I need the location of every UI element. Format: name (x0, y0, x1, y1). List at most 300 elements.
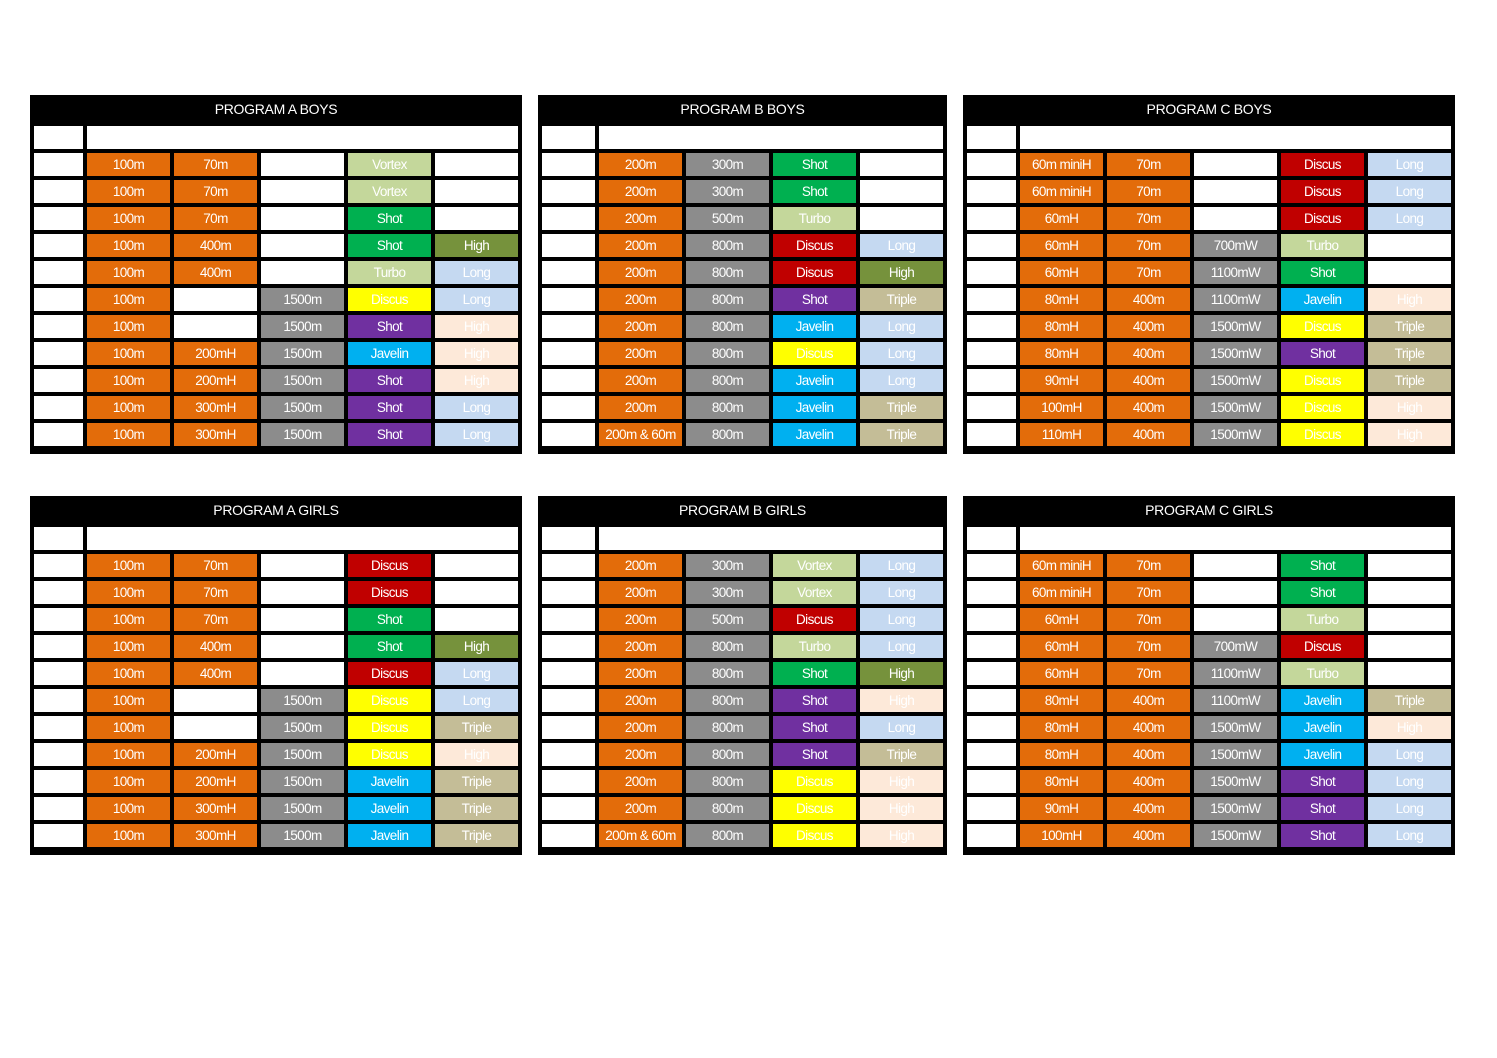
table-row (34, 342, 518, 365)
age-cell: U17-18 (542, 824, 595, 847)
event-cell: Triple (435, 770, 518, 793)
event-cell: 800m (686, 635, 769, 658)
table-row (542, 662, 943, 685)
event-cell (261, 180, 344, 203)
schedule-table (963, 122, 1455, 450)
age-cell: U11 (34, 662, 83, 685)
event-cell: Shot (1281, 770, 1364, 793)
event-cell: 400m (1107, 797, 1190, 820)
table-row (34, 608, 518, 631)
event-cell: Shot (348, 315, 431, 338)
age-cell: U9 (967, 608, 1016, 631)
event-cell: 100m (87, 797, 170, 820)
event-cell: Triple (1368, 315, 1451, 338)
event-cell: Triple (860, 423, 943, 446)
event-cell: 100m (87, 554, 170, 577)
event-cell: 400m (174, 261, 257, 284)
table-row (967, 581, 1451, 604)
event-cell: 400m (1107, 824, 1190, 847)
event-cell (174, 288, 257, 311)
event-cell: 800m (686, 824, 769, 847)
table-row (542, 743, 943, 766)
event-cell: 400m (1107, 369, 1190, 392)
event-cell: Shot (348, 423, 431, 446)
event-cell: 500m (686, 207, 769, 230)
event-cell: Long (860, 369, 943, 392)
age-cell: U16 (34, 396, 83, 419)
table-row (34, 153, 518, 176)
table-row (967, 315, 1451, 338)
event-cell: 800m (686, 689, 769, 712)
event-cell (860, 207, 943, 230)
event-cell: Discus (1281, 396, 1364, 419)
event-cell (1368, 261, 1451, 284)
event-cell: Vortex (348, 180, 431, 203)
event-cell (1194, 153, 1277, 176)
age-cell: U17-18 (967, 423, 1016, 446)
events-header: EVENTS (599, 126, 943, 149)
age-cell: U7 (542, 153, 595, 176)
event-cell: Long (860, 554, 943, 577)
schedule-table (963, 523, 1455, 851)
event-cell: 800m (686, 288, 769, 311)
table-row (542, 554, 943, 577)
event-cell: Shot (1281, 824, 1364, 847)
event-cell: 70m (1107, 662, 1190, 685)
event-cell: 80mH (1020, 315, 1103, 338)
event-cell: 400m (1107, 396, 1190, 419)
event-cell: Discus (348, 288, 431, 311)
event-cell: Vortex (773, 581, 856, 604)
table-row (542, 369, 943, 392)
event-cell: 1500mW (1194, 369, 1277, 392)
event-cell: Long (860, 315, 943, 338)
event-cell: Discus (773, 261, 856, 284)
program-title: PROGRAM C BOYS (1146, 101, 1272, 117)
age-cell: U14 (34, 342, 83, 365)
age-cell: U11 (542, 261, 595, 284)
event-cell: 300mH (174, 396, 257, 419)
event-cell (1194, 554, 1277, 577)
age-cell: U13 (34, 315, 83, 338)
event-cell: 1500m (261, 315, 344, 338)
event-cell: 100m (87, 743, 170, 766)
event-cell: Javelin (773, 423, 856, 446)
event-cell: 200m & 60m (599, 423, 682, 446)
event-cell: 1500m (261, 797, 344, 820)
event-cell: Discus (773, 342, 856, 365)
event-cell: 100m (87, 635, 170, 658)
event-cell: 200m (599, 662, 682, 685)
event-cell: 800m (686, 716, 769, 739)
event-cell: 1500m (261, 743, 344, 766)
age-cell: U10 (34, 635, 83, 658)
event-cell: 200m (599, 554, 682, 577)
table-row (34, 770, 518, 793)
event-cell: 300m (686, 554, 769, 577)
event-cell: Javelin (348, 342, 431, 365)
event-cell: Discus (348, 554, 431, 577)
event-cell: High (435, 635, 518, 658)
table-row (34, 180, 518, 203)
header-row (34, 126, 518, 149)
table-row (34, 207, 518, 230)
event-cell: Discus (773, 608, 856, 631)
table-row (34, 743, 518, 766)
event-cell: 1500mW (1194, 716, 1277, 739)
event-cell: 400m (1107, 716, 1190, 739)
age-cell: U13 (34, 716, 83, 739)
age-cell: U14 (542, 743, 595, 766)
table-row (542, 288, 943, 311)
table-row (34, 824, 518, 847)
event-cell: 60mH (1020, 662, 1103, 685)
event-cell (435, 608, 518, 631)
age-cell: U10 (542, 635, 595, 658)
table-row (967, 342, 1451, 365)
event-cell: Javelin (348, 797, 431, 820)
event-cell: 200m (599, 342, 682, 365)
age-cell: U9 (34, 207, 83, 230)
table-row (542, 797, 943, 820)
event-cell: 400m (1107, 423, 1190, 446)
event-cell: Shot (1281, 797, 1364, 820)
event-cell: Long (1368, 153, 1451, 176)
event-cell: Discus (348, 716, 431, 739)
event-cell: 70m (1107, 608, 1190, 631)
table-row (542, 234, 943, 257)
event-cell: Triple (435, 797, 518, 820)
event-cell: Triple (435, 824, 518, 847)
event-cell: 1500m (261, 770, 344, 793)
age-cell: U12 (967, 689, 1016, 712)
event-cell: Triple (1368, 369, 1451, 392)
event-cell: Discus (348, 743, 431, 766)
age-cell: U16 (967, 396, 1016, 419)
event-cell (1368, 662, 1451, 685)
table-row (967, 180, 1451, 203)
event-cell: 100m (87, 423, 170, 446)
event-cell: Long (435, 689, 518, 712)
event-cell: High (435, 743, 518, 766)
age-cell: U17-18 (967, 824, 1016, 847)
table-row (34, 234, 518, 257)
event-cell: 300m (686, 581, 769, 604)
age-header: AGE (967, 126, 1016, 149)
table-row (967, 770, 1451, 793)
event-cell: 200m (599, 797, 682, 820)
event-cell: 100m (87, 608, 170, 631)
event-cell: Shot (773, 288, 856, 311)
event-cell: Triple (1368, 342, 1451, 365)
event-cell: Shot (773, 743, 856, 766)
table-row (34, 689, 518, 712)
table-row (542, 689, 943, 712)
age-cell: U7 (967, 554, 1016, 577)
event-cell: 800m (686, 261, 769, 284)
event-cell: Shot (348, 608, 431, 631)
event-cell: High (860, 261, 943, 284)
age-cell: U9 (967, 207, 1016, 230)
event-cell: 100m (87, 396, 170, 419)
event-cell: 100m (87, 234, 170, 257)
age-cell: U14 (34, 743, 83, 766)
event-cell: 400m (174, 635, 257, 658)
event-cell: 80mH (1020, 288, 1103, 311)
event-cell: 400m (1107, 342, 1190, 365)
age-cell: U7 (967, 153, 1016, 176)
event-cell: Long (1368, 797, 1451, 820)
age-cell: U8 (34, 581, 83, 604)
event-cell: Triple (435, 716, 518, 739)
age-header: AGE (542, 527, 595, 550)
event-cell: Turbo (773, 207, 856, 230)
age-cell: U7 (34, 153, 83, 176)
event-cell: 100m (87, 716, 170, 739)
event-cell: 700mW (1194, 635, 1277, 658)
event-cell: 1500m (261, 369, 344, 392)
events-header: EVENTS (599, 527, 943, 550)
event-cell (435, 554, 518, 577)
event-cell: 800m (686, 369, 769, 392)
event-cell: 100m (87, 581, 170, 604)
event-cell: Turbo (1281, 608, 1364, 631)
event-cell: Long (435, 423, 518, 446)
event-cell (261, 554, 344, 577)
event-cell: 800m (686, 797, 769, 820)
table-row (967, 288, 1451, 311)
event-cell: Long (860, 716, 943, 739)
event-cell (1368, 608, 1451, 631)
header-row (542, 126, 943, 149)
event-cell: 200m (599, 581, 682, 604)
table-row (34, 581, 518, 604)
event-cell: 70m (174, 581, 257, 604)
event-cell: High (860, 770, 943, 793)
event-cell: High (435, 315, 518, 338)
event-cell: Javelin (1281, 743, 1364, 766)
table-row (34, 261, 518, 284)
age-cell: U9 (542, 207, 595, 230)
event-cell (1194, 207, 1277, 230)
event-cell: 70m (1107, 261, 1190, 284)
age-cell: U9 (542, 608, 595, 631)
event-cell: Discus (1281, 423, 1364, 446)
event-cell: 1500mW (1194, 396, 1277, 419)
event-cell: 800m (686, 423, 769, 446)
event-cell: 80mH (1020, 342, 1103, 365)
table-row (967, 261, 1451, 284)
event-cell: Discus (1281, 369, 1364, 392)
event-cell: 1500mW (1194, 315, 1277, 338)
event-cell: 70m (1107, 207, 1190, 230)
table-row (542, 342, 943, 365)
event-cell (261, 662, 344, 685)
events-header: EVENTS (1020, 527, 1451, 550)
events-header: EVENTS (1020, 126, 1451, 149)
event-cell: 100m (87, 770, 170, 793)
age-cell: U12 (542, 689, 595, 712)
event-cell: High (860, 689, 943, 712)
event-cell: 1500mW (1194, 824, 1277, 847)
event-cell: 200m (599, 288, 682, 311)
table-row (967, 207, 1451, 230)
event-cell: Shot (773, 689, 856, 712)
event-cell: 100m (87, 662, 170, 685)
event-cell: Long (860, 581, 943, 604)
age-cell: U15 (967, 369, 1016, 392)
events-header: EVENTS (87, 527, 518, 550)
event-cell: 80mH (1020, 716, 1103, 739)
event-cell: 200m (599, 153, 682, 176)
age-cell: U11 (542, 662, 595, 685)
age-cell: U8 (34, 180, 83, 203)
event-cell: High (1368, 288, 1451, 311)
event-cell: 1100mW (1194, 689, 1277, 712)
event-cell: 100m (87, 342, 170, 365)
event-cell: 400m (1107, 288, 1190, 311)
event-cell (860, 180, 943, 203)
event-cell: Javelin (773, 396, 856, 419)
event-cell: 80mH (1020, 770, 1103, 793)
event-cell: Long (860, 342, 943, 365)
event-cell: Shot (348, 396, 431, 419)
event-cell: 200m (599, 207, 682, 230)
event-cell: Long (1368, 743, 1451, 766)
table-row (967, 662, 1451, 685)
event-cell: 60mH (1020, 608, 1103, 631)
event-cell: 110mH (1020, 423, 1103, 446)
table-row (34, 716, 518, 739)
event-cell: 60mH (1020, 635, 1103, 658)
schedule-table (538, 523, 947, 851)
event-cell: Long (860, 234, 943, 257)
event-cell (1194, 581, 1277, 604)
event-cell: High (435, 342, 518, 365)
event-cell: 200mH (174, 770, 257, 793)
event-cell: High (435, 234, 518, 257)
age-cell: U10 (967, 635, 1016, 658)
age-cell: U15 (967, 770, 1016, 793)
age-cell: U11 (967, 261, 1016, 284)
event-cell: 800m (686, 396, 769, 419)
table-row (542, 608, 943, 631)
event-cell: Discus (1281, 635, 1364, 658)
event-cell: 100m (87, 261, 170, 284)
age-cell: U8 (967, 581, 1016, 604)
event-cell: Triple (860, 396, 943, 419)
event-cell: 1500m (261, 396, 344, 419)
event-cell (435, 207, 518, 230)
event-cell: 1500mW (1194, 770, 1277, 793)
event-cell: 70m (1107, 554, 1190, 577)
event-cell: Discus (1281, 153, 1364, 176)
table-row (542, 581, 943, 604)
event-cell: 1500mW (1194, 423, 1277, 446)
table-row (967, 423, 1451, 446)
event-cell: Discus (1281, 180, 1364, 203)
age-cell: U15 (542, 770, 595, 793)
event-cell (261, 608, 344, 631)
event-cell: 200m (599, 689, 682, 712)
header-row (542, 527, 943, 550)
table-row (967, 369, 1451, 392)
event-cell: 100m (87, 689, 170, 712)
event-cell: 80mH (1020, 689, 1103, 712)
event-cell: 1100mW (1194, 662, 1277, 685)
event-cell: Javelin (773, 315, 856, 338)
event-cell: 200m (599, 770, 682, 793)
age-cell: U11 (967, 662, 1016, 685)
event-cell: 800m (686, 770, 769, 793)
event-cell: Long (435, 396, 518, 419)
event-cell: 70m (174, 180, 257, 203)
event-cell: 1500m (261, 342, 344, 365)
table-row (542, 635, 943, 658)
event-cell (435, 153, 518, 176)
event-cell: 200m (599, 716, 682, 739)
age-cell: U16 (34, 797, 83, 820)
event-cell (174, 689, 257, 712)
event-cell: Shot (1281, 554, 1364, 577)
event-cell: High (1368, 716, 1451, 739)
event-cell: High (860, 824, 943, 847)
age-cell: U13 (967, 315, 1016, 338)
event-cell: 800m (686, 743, 769, 766)
event-cell: 100m (87, 153, 170, 176)
program-title: PROGRAM A GIRLS (213, 502, 339, 518)
age-header: AGE (967, 527, 1016, 550)
event-cell (1194, 608, 1277, 631)
event-cell (261, 153, 344, 176)
event-cell: 400m (174, 662, 257, 685)
event-cell: Shot (773, 180, 856, 203)
table-row (542, 180, 943, 203)
age-header: AGE (34, 126, 83, 149)
table-row (967, 797, 1451, 820)
event-cell: Discus (773, 234, 856, 257)
table-row (34, 396, 518, 419)
table-row (542, 207, 943, 230)
age-cell: U12 (34, 288, 83, 311)
event-cell (261, 234, 344, 257)
event-cell: Discus (773, 770, 856, 793)
table-row (542, 315, 943, 338)
event-cell: 300m (686, 153, 769, 176)
age-cell: U15 (34, 369, 83, 392)
event-cell: Discus (1281, 207, 1364, 230)
event-cell (435, 581, 518, 604)
event-cell: 70m (1107, 581, 1190, 604)
event-cell: 1500m (261, 288, 344, 311)
table-row (967, 743, 1451, 766)
age-cell: U16 (967, 797, 1016, 820)
event-cell: 200m (599, 635, 682, 658)
schedule-table (30, 523, 522, 851)
event-cell: 60mH (1020, 234, 1103, 257)
age-cell: U17-18 (34, 423, 83, 446)
event-cell (860, 153, 943, 176)
event-cell: Shot (1281, 342, 1364, 365)
event-cell: 200m (599, 369, 682, 392)
event-cell: 400m (1107, 743, 1190, 766)
event-cell: Long (860, 608, 943, 631)
event-cell: Shot (773, 153, 856, 176)
event-cell: High (1368, 396, 1451, 419)
event-cell: 1500mW (1194, 342, 1277, 365)
table-row (34, 315, 518, 338)
event-cell (261, 207, 344, 230)
